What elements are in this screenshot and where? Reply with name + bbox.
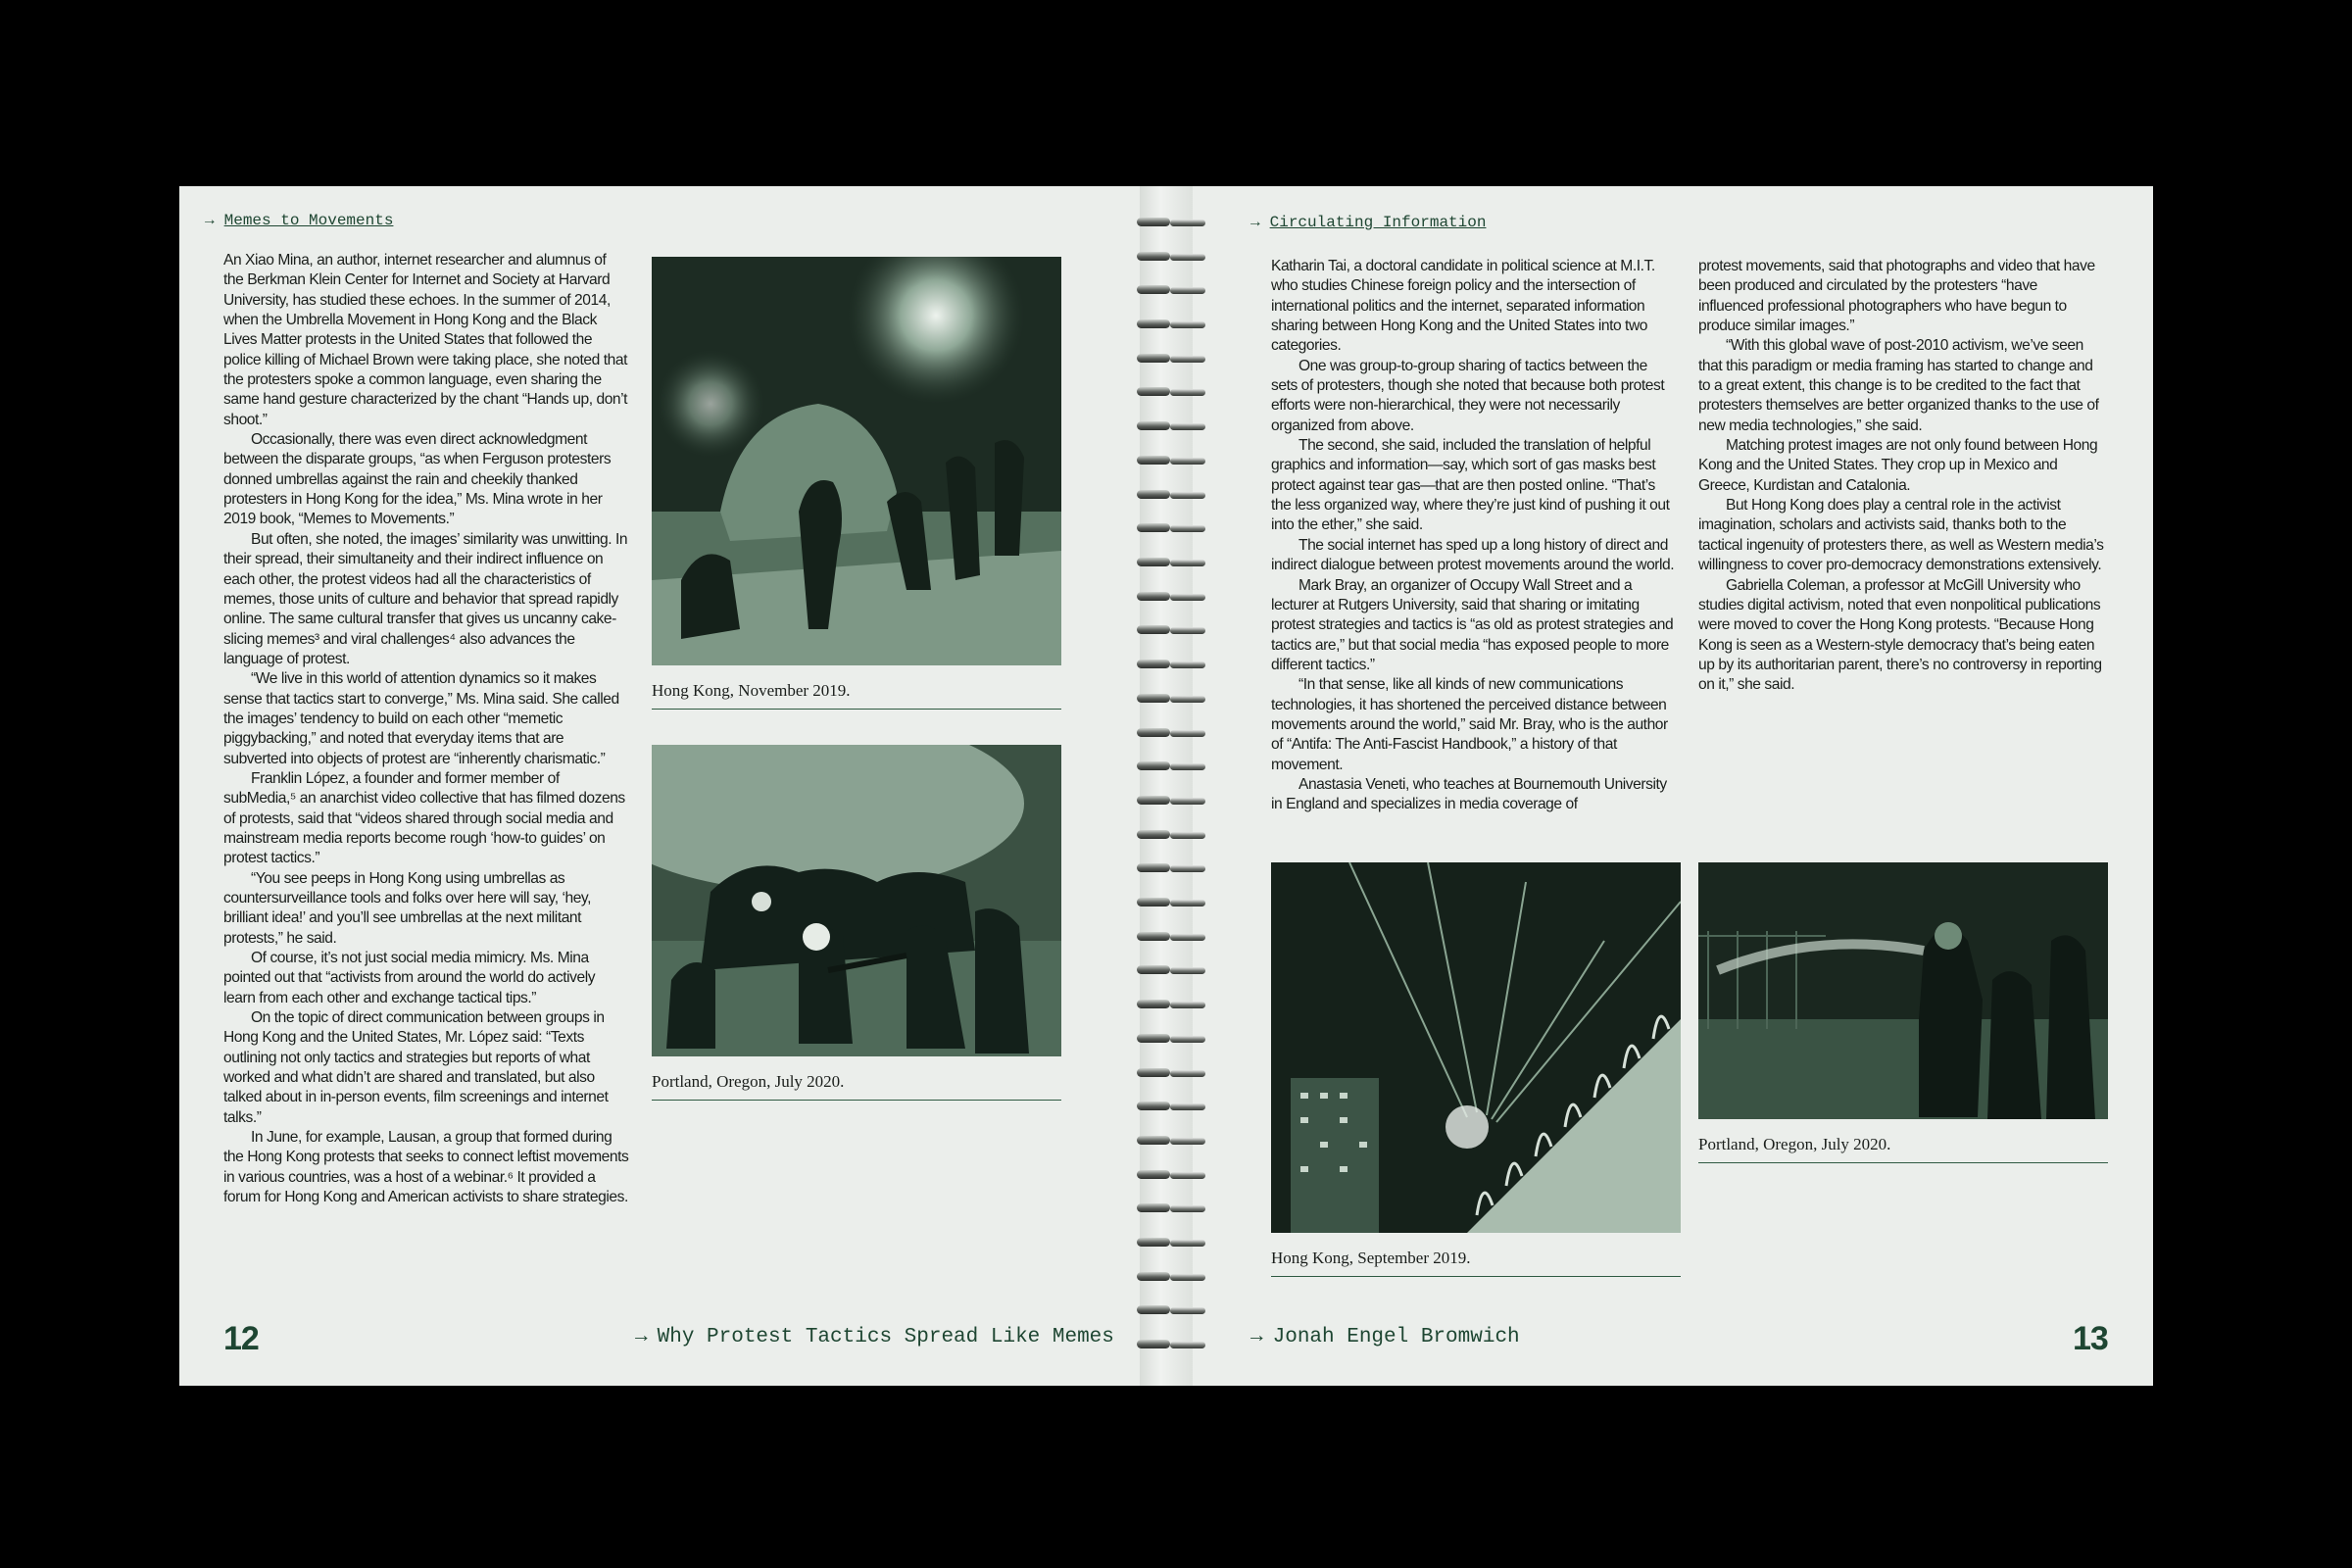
binding-ring bbox=[1137, 830, 1205, 840]
paragraph: Gabriella Coleman, a professor at McGill University who studies digital activism, noted that even nonpolitical publications were moved to cover the Hong Kong protests. “Because Hong Kong is seen as a Western-style democracy that’s being eaten up by its authoritarian parent, there’s no controversy in reporting on it,” she said. bbox=[1698, 576, 2102, 694]
binding-ring bbox=[1137, 387, 1205, 397]
protest-photo-hong-kong-bridge bbox=[1271, 862, 1681, 1233]
binding-ring bbox=[1137, 558, 1205, 567]
binding-ring bbox=[1137, 456, 1205, 466]
binding-ring bbox=[1137, 592, 1205, 602]
arrow-icon: → bbox=[205, 212, 215, 229]
photo-caption: Hong Kong, November 2019. bbox=[652, 681, 1061, 710]
binding-ring bbox=[1137, 1034, 1205, 1044]
binding-ring bbox=[1137, 761, 1205, 771]
page-footer bbox=[1250, 1326, 1520, 1348]
arrow-icon: → bbox=[635, 1326, 648, 1348]
paragraph: But Hong Kong does play a central role in the activist imagination, scholars and activists said, thanks both to the tactical ingenuity of protesters there, as well as Western media’s willingness to cover pro-democracy demonstrations extensively. bbox=[1698, 497, 2104, 574]
binding-ring bbox=[1137, 218, 1205, 227]
binding-ring bbox=[1137, 625, 1205, 635]
binding-ring bbox=[1137, 1340, 1205, 1349]
arrow-icon: → bbox=[1250, 214, 1260, 231]
photo-caption: Portland, Oregon, July 2020. bbox=[1698, 1135, 2108, 1163]
binding-ring bbox=[1137, 319, 1205, 329]
paragraph: Katharin Tai, a doctoral candidate in political science at M.I.T. who studies Chinese foreign policy and the intersection of international politics and the internet, separated information sharing between Hong Kong and the United States into two categories. bbox=[1271, 258, 1655, 355]
protest-photo-portland bbox=[652, 745, 1061, 1056]
binding-ring bbox=[1137, 354, 1205, 364]
paragraph: But often, she noted, the images’ similarity was unwitting. In their spread, their simultaneity and their indirect influence on each other, the protest videos had all the characteristics of memes, those units of culture and behavior that spread rapidly online. The same cultural transfer that gives us uncanny cake-slicing memes³ and viral challenges⁴ also advances the language of protest. bbox=[223, 530, 628, 667]
arrow-icon: → bbox=[1250, 1326, 1263, 1348]
binding-ring bbox=[1137, 1000, 1205, 1009]
binding-ring bbox=[1137, 252, 1205, 262]
section-header-label: Memes to Movements bbox=[223, 212, 394, 229]
page-number: 13 bbox=[2073, 1320, 2108, 1357]
protest-photo-portland-police bbox=[1698, 862, 2108, 1119]
section-header-label: Circulating Information bbox=[1269, 214, 1487, 231]
paragraph: Matching protest images are not only found between Hong Kong and the United States. They crop up in Mexico and Greece, Kurdistan and Catalonia. bbox=[1698, 437, 2098, 494]
paragraph: Of course, it’s not just social media mimicry. Ms. Mina pointed out that “activists from around the world do actively learn from each other and exchange tactical tips.” bbox=[223, 950, 596, 1006]
paragraph: protest movements, said that photographs and video that have been produced and circulated by the protesters “have influenced professional photographers who have begun to produce similar images.” bbox=[1698, 258, 2095, 335]
paragraph: The social internet has sped up a long history of direct and indirect dialogue between protest movements around the world. bbox=[1271, 536, 1675, 574]
paragraph: Mark Bray, an organizer of Occupy Wall Street and a lecturer at Rutgers University, said that sharing or imitating protest strategies and tactics is “as old as protest strategies and tactics are,” but that social media “has exposed people to more different tactics.” bbox=[1271, 576, 1674, 673]
binding-ring bbox=[1137, 523, 1205, 533]
footer-author: Jonah Engel Bromwich bbox=[1272, 1326, 1520, 1348]
binding-ring bbox=[1137, 1238, 1205, 1248]
paragraph: Anastasia Veneti, who teaches at Bournemouth University in England and specializes in media coverage of bbox=[1271, 775, 1667, 813]
photo-caption: Hong Kong, September 2019. bbox=[1271, 1249, 1681, 1277]
left-page bbox=[179, 186, 1156, 1386]
paragraph: “In that sense, like all kinds of new communications technologies, it has shortened the perceived distance between movements around the world,” said Mr. Bray, who is the author of “Antifa: The Anti-Fascist Handbook,” a history of that movement. bbox=[1271, 676, 1668, 773]
binding-ring bbox=[1137, 421, 1205, 431]
right-body-column-1 bbox=[1271, 257, 1677, 815]
binding-ring bbox=[1137, 728, 1205, 738]
paragraph: On the topic of direct communication between groups in Hong Kong and the United States, Mr. López said: “Texts outlining not only tactics and strategies but reports of what worked and what didn’t are shared and translated, but also talked about in in-person events, film screenings and internet talks.” bbox=[223, 1009, 609, 1126]
photo-caption: Portland, Oregon, July 2020. bbox=[652, 1072, 1061, 1101]
binding-ring bbox=[1137, 660, 1205, 669]
right-page bbox=[1176, 186, 2153, 1386]
section-header bbox=[205, 212, 393, 229]
binding-ring bbox=[1137, 863, 1205, 873]
paragraph: The second, she said, included the translation of helpful graphics and information—say, which sort of gas masks best protect against tear gas—that are then posted online. “That’s the less organized way, where they’re just kind of pushing it out into the ether,” she said. bbox=[1271, 437, 1670, 534]
paragraph: “With this global wave of post-2010 activism, we’ve seen that this paradigm or media framing has started to change and to a great extent, this change is to be credited to the fact that protesters themselves are better organized thanks to the use of new media technologies,” she said. bbox=[1698, 337, 2099, 434]
page-number: 12 bbox=[223, 1320, 259, 1357]
paragraph: Franklin López, a founder and former member of subMedia,⁵ an anarchist video collective that has filmed dozens of protests, said that “videos shared through social media and mainstream media reports become rough ‘how-to guides’ on protest tactics.” bbox=[223, 769, 625, 867]
binding-ring bbox=[1137, 694, 1205, 704]
binding-ring bbox=[1137, 1136, 1205, 1146]
footer-title: Why Protest Tactics Spread Like Memes bbox=[657, 1326, 1114, 1348]
binding-ring bbox=[1137, 1272, 1205, 1282]
paragraph: In June, for example, Lausan, a group that formed during the Hong Kong protests that seeks to connect leftist movements in various countries, was a host of a webinar.⁶ It provided a forum for Hong Kong and American activists to share strategies. bbox=[223, 1129, 629, 1206]
protest-photo-hong-kong-night bbox=[652, 257, 1061, 665]
paragraph: “You see peeps in Hong Kong using umbrellas as countersurveillance tools and folks over here will say, ‘hey, brilliant idea!’ and you’ll see umbrellas at the next militant protests,” he said. bbox=[223, 869, 592, 947]
section-header bbox=[1250, 214, 1486, 231]
binding-ring bbox=[1137, 1068, 1205, 1078]
binding-ring bbox=[1137, 965, 1205, 975]
paragraph: “We live in this world of attention dynamics so it makes sense that tactics start to converge,” Ms. Mina said. She called the images’ tendency to build on each other “memetic piggybacking,” and noted that everyday items that are subverted into objects of protest are “inherently charismatic.” bbox=[223, 670, 619, 767]
paragraph: Occasionally, there was even direct acknowledgment between the disparate groups, “as when Ferguson protesters donned umbrellas against the rain and cheekily thanked protesters in Hong Kong for the idea,” Ms. Mina wrote in her 2019 book, “Memes to Movements.” bbox=[223, 431, 612, 528]
binding-ring bbox=[1137, 932, 1205, 942]
binding-ring bbox=[1137, 796, 1205, 806]
left-body-column bbox=[223, 251, 629, 1208]
binding-ring bbox=[1137, 1170, 1205, 1180]
binding-ring bbox=[1137, 490, 1205, 500]
binding-ring bbox=[1137, 898, 1205, 907]
binding-ring bbox=[1137, 1102, 1205, 1111]
paragraph: One was group-to-group sharing of tactics between the sets of protesters, though she noted that because both protest efforts were non-hierarchical, they were not necessarily organized from above. bbox=[1271, 357, 1665, 434]
page-footer bbox=[635, 1326, 1114, 1348]
binding-ring bbox=[1137, 285, 1205, 295]
right-body-column-2 bbox=[1698, 257, 2104, 696]
binding-ring bbox=[1137, 1203, 1205, 1213]
paragraph: An Xiao Mina, an author, internet researcher and alumnus of the Berkman Klein Center for Internet and Society at Harvard University, has studied these echoes. In the summer of 2014, when the Umbrella Movement in Hong Kong and the Black Lives Matter protests in the United States that followed the police killing of Michael Brown were taking place, she noted that the protesters spoke a common language, even sharing the same hand gesture characterized by the chant “Hands up, don’t shoot.” bbox=[223, 252, 628, 428]
binding-ring bbox=[1137, 1305, 1205, 1315]
